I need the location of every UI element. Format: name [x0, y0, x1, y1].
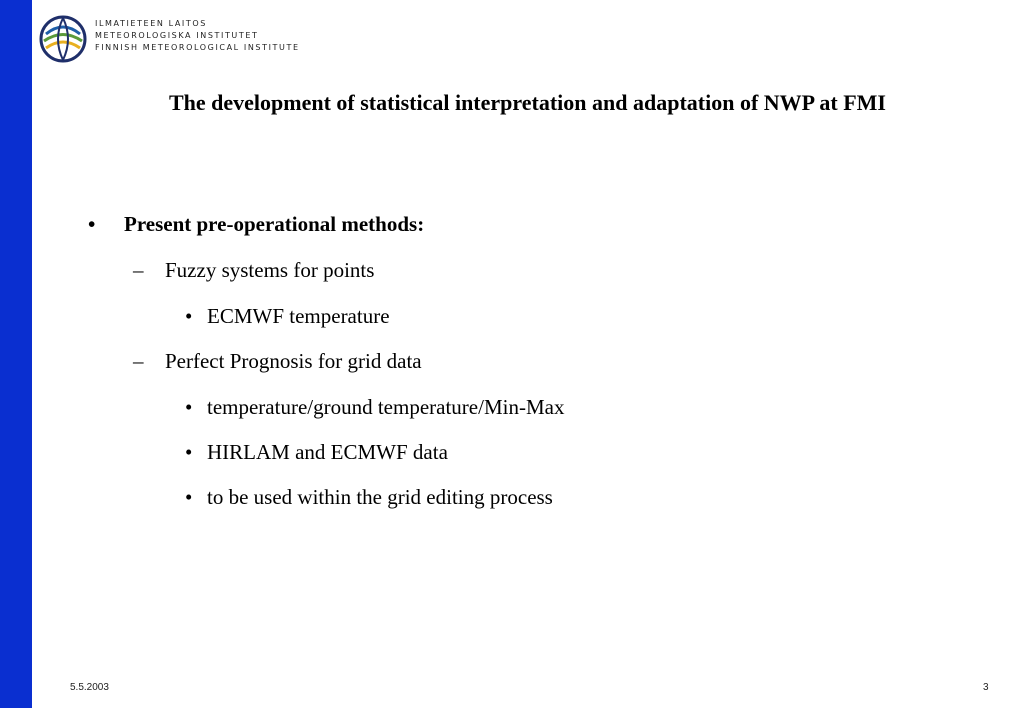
- bullet-text: Present pre-operational methods:: [124, 212, 425, 236]
- bullet-level3: [185, 395, 564, 420]
- dash-marker: –: [133, 258, 144, 282]
- bullet-level3: [185, 485, 553, 510]
- bullet-marker: •: [185, 395, 193, 419]
- bullet-text: Perfect Prognosis for grid data: [165, 349, 422, 373]
- institute-name: [95, 18, 300, 54]
- slide-title: The development of statistical interpretation and adaptation of NWP at FMI: [168, 90, 886, 115]
- bullet-level1: [88, 212, 424, 237]
- institute-name-english: FINNISH METEOROLOGICAL INSTITUTE: [95, 43, 300, 52]
- bullet-level3: [185, 304, 390, 329]
- bullet-marker: •: [185, 440, 193, 464]
- bullet-level2: [133, 258, 374, 283]
- bullet-text: to be used within the grid editing process: [207, 485, 553, 509]
- bullet-marker: •: [88, 212, 96, 236]
- dash-marker: –: [133, 349, 144, 373]
- bullet-marker: •: [185, 485, 193, 509]
- institute-name-finnish: ILMATIETEEN LAITOS: [95, 19, 207, 28]
- bullet-marker: •: [185, 304, 193, 328]
- bullet-level2: [133, 349, 422, 374]
- bullet-text: ECMWF temperature: [207, 304, 390, 328]
- left-accent-bar: [0, 0, 32, 708]
- fmi-logo-icon: [38, 14, 88, 64]
- footer-date: 5.5.2003: [70, 682, 109, 693]
- bullet-text: temperature/ground temperature/Min-Max: [207, 395, 565, 419]
- bullet-text: Fuzzy systems for points: [165, 258, 375, 282]
- institute-name-swedish: METEOROLOGISKA INSTITUTET: [95, 31, 259, 40]
- page-number: 3: [983, 682, 989, 693]
- bullet-text: HIRLAM and ECMWF data: [207, 440, 448, 464]
- bullet-level3: [185, 440, 448, 465]
